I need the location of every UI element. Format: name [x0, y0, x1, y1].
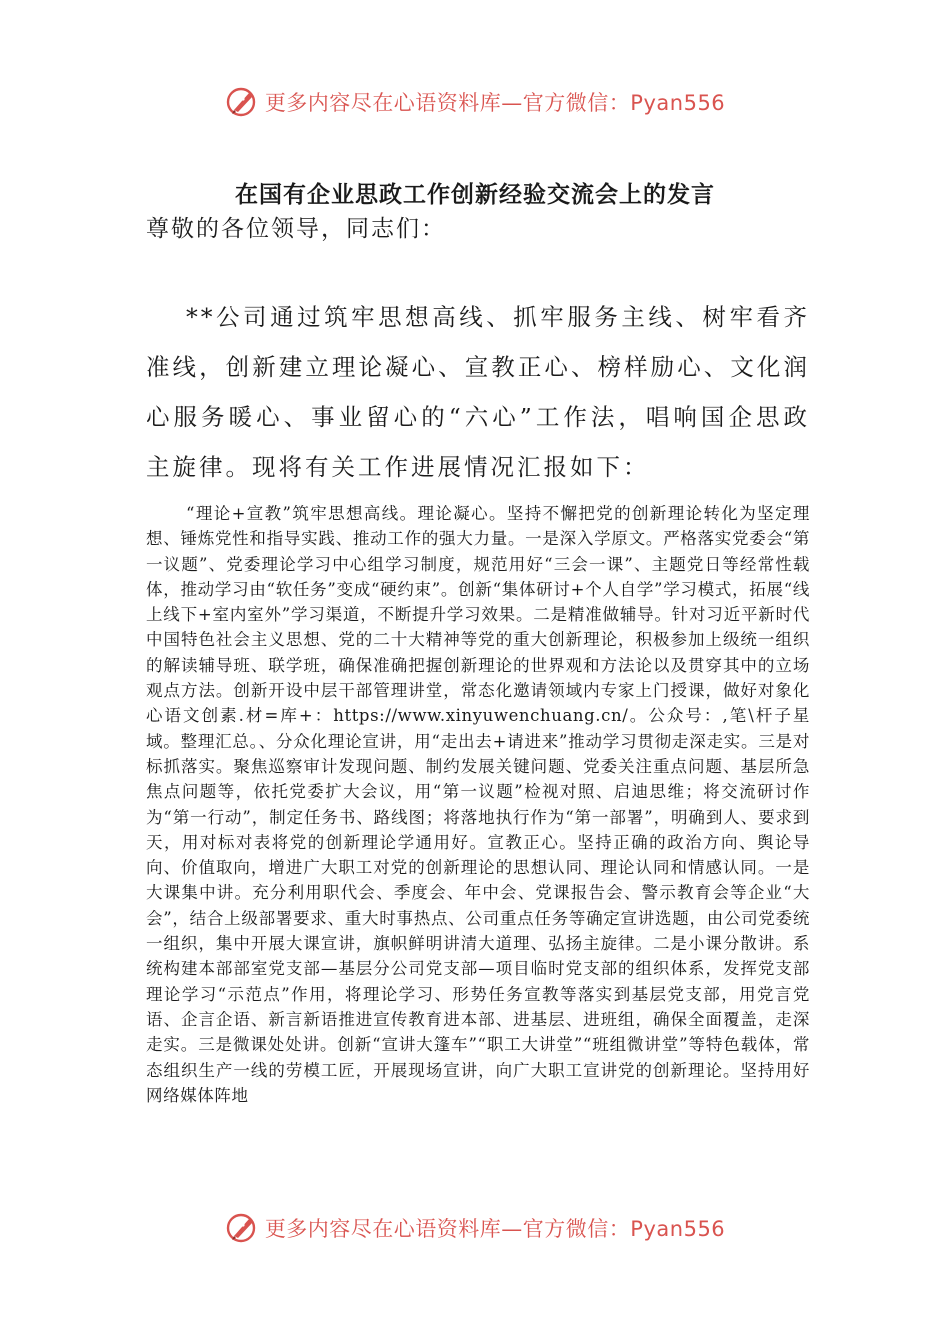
pen-circle-logo-icon [225, 85, 259, 119]
watermark-text-bottom: 更多内容尽在心语资料库—官方微信：Pyan556 [264, 1217, 726, 1241]
pen-circle-logo-icon [225, 1211, 259, 1245]
watermark-text-top: 更多内容尽在心语资料库—官方微信：Pyan556 [264, 91, 726, 115]
body-paragraph: “理论+宣教”筑牢思想高线。理论凝心。坚持不懈把党的创新理论转化为坚定理想、锤炼党性和指导实践、推动工作的强大力量。一是深入学原文。严格落实党委会“第一议题”、党委理论学习中心组学习制度，规范用好“三会一课”、主题党日等经常性载体，推动学习由“软任务”变成“硬约束”。创新“集体研讨+个人自学”学习模式，拓展“线上线下+室内室外”学习渠道，不断提升学习效果。二是精准做辅导。针对习近平新时代中国特色社会主义思想、党的二十大精神等党的重大创新理论，积极参加上级统一组织的解读辅导班、联学班，确保准确把握创新理论的世界观和方法论以及贯穿其中的立场观点方法。创新开设中层干部管理讲堂，常态化邀请领域内专家上门授课，做好对象化心语文创素.材=库+：https://www.xinyuwenchuang.cn/。公众号：,笔\杆子星域。整理汇总。、分众化理论宣讲，用“走出去+请进来”推动学习贯彻走深走实。三是对标抓落实。聚焦巡察审计发现问题、制约发展关键问题、党委关注重点问题、基层所急焦点问题等，依托党委扩大会议，用“第一议题”检视对照、启迪思维；将交流研讨作为“第一行动”，制定任务书、路线图；将落地执行作为“第一部署”，明确到人、要求到天，用对标对表将党的创新理论学通用好。宣教正心。坚持正确的政治方向、舆论导向、价值取向，增进广大职工对党的创新理论的思想认同、理论认同和情感认同。一是大课集中讲。充分利用职代会、季度会、年中会、党课报告会、警示教育会等企业“大会”，结合上级部署要求、重大时事热点、公司重点任务等确定宣讲选题，由公司党委统一组织，集中开展大课宣讲，旗帜鲜明讲清大道理、弘扬主旋律。二是小课分散讲。系统构建本部部室党支部—基层分公司党支部—项目临时党支部的组织体系，发挥党支部理论学习“示范点”作用，将理论学习、形势任务宣教等落实到基层党支部，用党言党语、企言企语、新言新语推进宣传教育进本部、进基层、进班组，确保全面覆盖，走深走实。三是微课处处讲。创新“宣讲大篷车”“职工大讲堂”“班组微讲堂”等特色载体，常态组织生产一线的劳模工匠，开展现场宣讲，向广大职工宣讲党的创新理论。坚持用好网络媒体阵地 [146, 504, 810, 1105]
watermark-banner-top [0, 82, 950, 122]
document-title: 在国有企业思政工作创新经验交流会上的发言 [235, 182, 715, 208]
salutation: 尊敬的各位领导，同志们： [146, 216, 446, 242]
watermark-banner-bottom [0, 1208, 950, 1248]
intro-paragraph: **公司通过筑牢思想高线、抓牢服务主线、树牢看齐准线，创新建立理论凝心、宣教正心、榜样励心、文化润心服务暖心、事业留心的“六心”工作法，唱响国企思政主旋律。现将有关工作进展情况汇报如下： [146, 303, 810, 481]
